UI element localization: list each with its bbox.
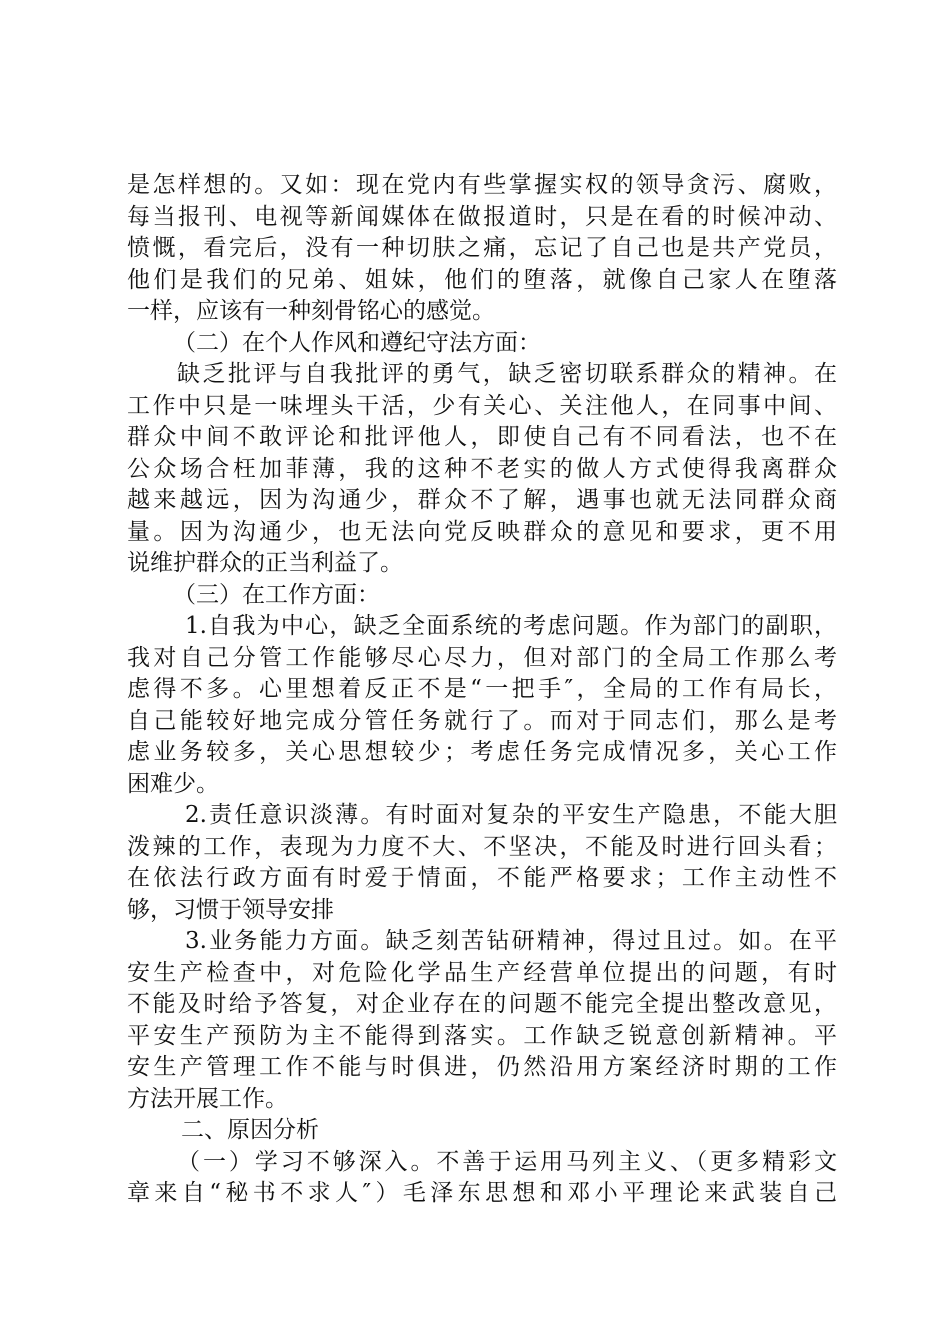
section-heading: （三）在工作方面： [173, 581, 380, 608]
paragraph-line: 虑得不多。心里想着反正不是“一把手″，全局的工作有局长， [127, 676, 837, 702]
paragraph-line: 在依法行政方面有时爱于情面，不能严格要求；工作主动性不 [127, 865, 837, 891]
paragraph-line: 工作中只是一味埋头干活，少有关心、关注他人，在同事中间、 [127, 392, 837, 419]
paragraph-line: 够，习惯于领导安排 [127, 896, 334, 923]
paragraph-line: 每当报刊、电视等新闻媒体在做报道时，只是在看的时候冲动、 [127, 203, 837, 230]
paragraph-line: 自己能较好地完成分管任务就行了。而对于同志们，那么是考 [127, 707, 837, 734]
section-heading: （二）在个人作风和遵纪守法方面： [173, 329, 541, 356]
paragraph-line: 我对自己分管工作能够尽心尽力，但对部门的全局工作那么考 [127, 644, 837, 671]
paragraph-line: 困难少。 [127, 770, 219, 797]
paragraph-line: 泼辣的工作，表现为力度不大、不坚决，不能及时进行回头看； [127, 833, 837, 860]
paragraph-line: 章来自“秘书不求人″）毛泽东思想和邓小平理论来武装自己 [127, 1180, 837, 1206]
paragraph-line: 他们是我们的兄弟、姐妹，他们的堕落，就像自己家人在堕落 [127, 266, 837, 293]
paragraph-line: 公众场合枉加菲薄，我的这种不老实的做人方式使得我离群众 [127, 455, 837, 482]
paragraph-line: 3.业务能力方面。缺乏刻苦钻研精神，得过且过。如。在平 [185, 928, 837, 954]
paragraph-line: 平安生产预防为主不能得到落实。工作缺乏锐意创新精神。平 [127, 1022, 837, 1049]
paragraph-line: 不能及时给予答复，对企业存在的问题不能完全提出整改意见， [127, 991, 837, 1017]
paragraph-line: 说维护群众的正当利益了。 [127, 550, 403, 576]
paragraph-line: （一）学习不够深入。不善于运用马列主义、（更多精彩文 [177, 1148, 837, 1175]
paragraph-line: 安生产管理工作不能与时俱进，仍然沿用方案经济时期的工作 [127, 1054, 837, 1080]
paragraph-line: 1.自我为中心，缺乏全面系统的考虑问题。作为部门的副职， [185, 613, 837, 639]
paragraph-line: 一样，应该有一种刻骨铭心的感觉。 [127, 298, 495, 324]
paragraph-line: 是怎样想的。又如：现在党内有些掌握实权的领导贪污、腐败， [127, 172, 837, 198]
paragraph-line: 2.责任意识淡薄。有时面对复杂的平安生产隐患，不能大胆 [185, 802, 837, 828]
paragraph-line: 群众中间不敢评论和批评他人，即使自己有不同看法，也不在 [127, 424, 837, 450]
paragraph-line: 虑业务较多，关心思想较少；考虑任务完成情况多，关心工作 [127, 739, 837, 765]
document-body [127, 170, 837, 1210]
paragraph-line: 安生产检查中，对危险化学品生产经营单位提出的问题，有时 [127, 959, 837, 986]
paragraph-line: 缺乏批评与自我批评的勇气，缺乏密切联系群众的精神。在 [177, 361, 837, 387]
paragraph-line: 愤慨，看完后，没有一种切肤之痛，忘记了自己也是共产党员， [127, 235, 837, 261]
section-title: 二、原因分析 [181, 1117, 319, 1143]
paragraph-line: 越来越远，因为沟通少，群众不了解，遇事也就无法同群众商 [127, 487, 837, 513]
paragraph-line: 量。因为沟通少，也无法向党反映群众的意见和要求，更不用 [127, 518, 837, 545]
paragraph-line: 方法开展工作。 [127, 1085, 288, 1112]
